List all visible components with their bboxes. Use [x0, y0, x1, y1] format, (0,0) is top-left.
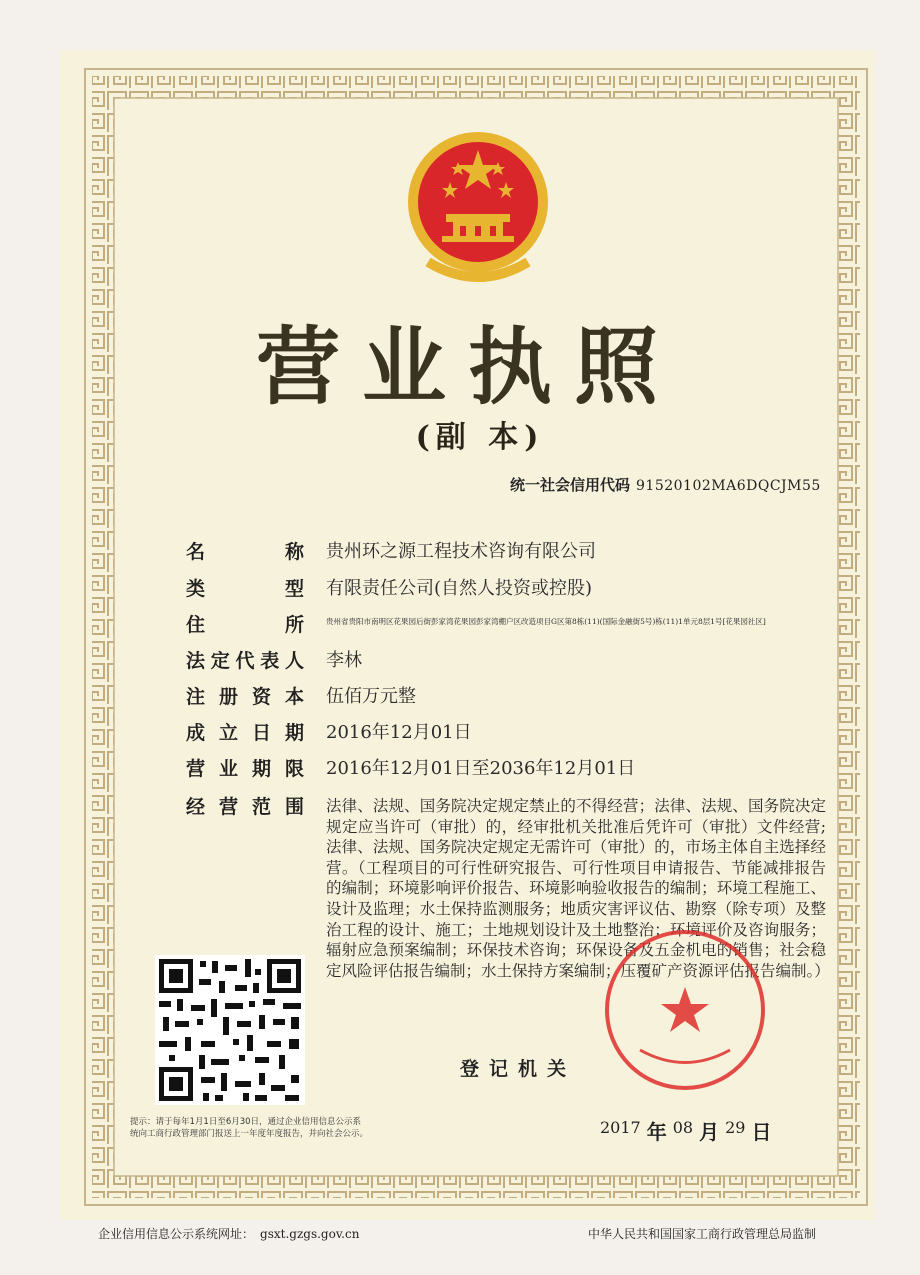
year-unit: 年 — [646, 1120, 667, 1144]
field-value: 有限责任公司(自然人投资或控股) — [326, 578, 593, 599]
national-emblem — [398, 122, 558, 292]
credit-code-value: 91520102MA6DQCJM55 — [636, 478, 821, 494]
scope-text: 法律、法规、国务院决定规定禁止的不得经营；法律、法规、国务院决定规定应当许可（审批）的，经审批机关批准后凭许可（审批）文件经营;法律、法规、国务院决定规定无需许可（审批）的，市场主体自主选择经营。（工程项目的可行性研究报告、可行性项目申请报告、节能减排报告的编制；环境影响评价报告、环境影响验收报告的编制；环境工程施工、设计及监理；水土保持监测服务；地质灾害评议估、勘察（除专项）及整治工程的设计、施工；土地规划设计及土地整治；环境评价及咨询服务；辐射应急预案编制；环保技术咨询；环保设备及五金机电的销售；社会稳定风险评估报告编制；水土保持方案编制；压覆矿产资源评估报告编制。） — [326, 797, 830, 980]
field-label: 营业期限 — [186, 758, 304, 780]
field-scope — [186, 792, 304, 819]
field-label: 类型 — [186, 578, 304, 600]
field-label: 住所 — [186, 614, 304, 636]
footer-supervisor: 中华人民共和国国家工商行政管理总局监制 — [588, 1227, 817, 1241]
day-unit: 日 — [751, 1120, 772, 1144]
field-label: 名称 — [186, 541, 304, 563]
field-type — [186, 574, 592, 601]
document-subtitle: (副 本) — [415, 420, 545, 455]
footer-website-link[interactable]: gsxt.gzgs.gov.cn — [260, 1227, 360, 1241]
field-legal-rep — [186, 646, 362, 673]
hint-line: 提示：请于每年1月1日至6月30日，通过企业信用信息公示系 — [130, 1117, 362, 1127]
field-value: 李林 — [326, 650, 362, 671]
registration-authority-label: 登记机关 — [460, 1058, 577, 1080]
issue-day: 29 — [725, 1118, 746, 1137]
field-label: 法定代表人 — [186, 650, 304, 672]
hint-line: 统向工商行政管理部门报送上一年度年度报告，并向社会公示。 — [130, 1129, 369, 1139]
issue-date — [600, 1116, 777, 1145]
field-label: 经营范围 — [186, 796, 304, 818]
field-address — [186, 610, 766, 637]
credit-code-line — [510, 474, 821, 495]
field-established — [186, 718, 472, 745]
field-label: 成立日期 — [186, 722, 304, 744]
issue-year: 2017 — [600, 1118, 641, 1137]
field-value: 伍佰万元整 — [326, 686, 416, 707]
footer-website — [98, 1225, 359, 1242]
official-seal — [600, 925, 770, 1095]
field-term — [186, 754, 635, 781]
month-unit: 月 — [699, 1120, 720, 1144]
qr-code[interactable] — [155, 955, 305, 1105]
document-title: 营业执照 — [255, 317, 680, 416]
field-value: 2016年12月01日至2036年12月01日 — [326, 758, 636, 779]
annual-report-hint — [130, 1116, 368, 1140]
footer-website-label: 企业信用信息公示系统网址： — [98, 1227, 255, 1241]
field-value: 贵州环之源工程技术咨询有限公司 — [326, 541, 596, 562]
field-value: 2016年12月01日 — [326, 722, 472, 743]
issue-month: 08 — [672, 1118, 694, 1137]
field-capital — [186, 682, 416, 709]
field-value: 贵州省贵阳市南明区花果园后街彭家湾花果园彭家湾棚户区改造项目G区第8栋(11)(国际金融街5号)栋(11)1单元8层1号[花果园社区] — [326, 617, 766, 626]
credit-code-label: 统一社会信用代码 — [510, 476, 631, 494]
field-label: 注册资本 — [186, 686, 304, 708]
field-name — [186, 537, 596, 564]
